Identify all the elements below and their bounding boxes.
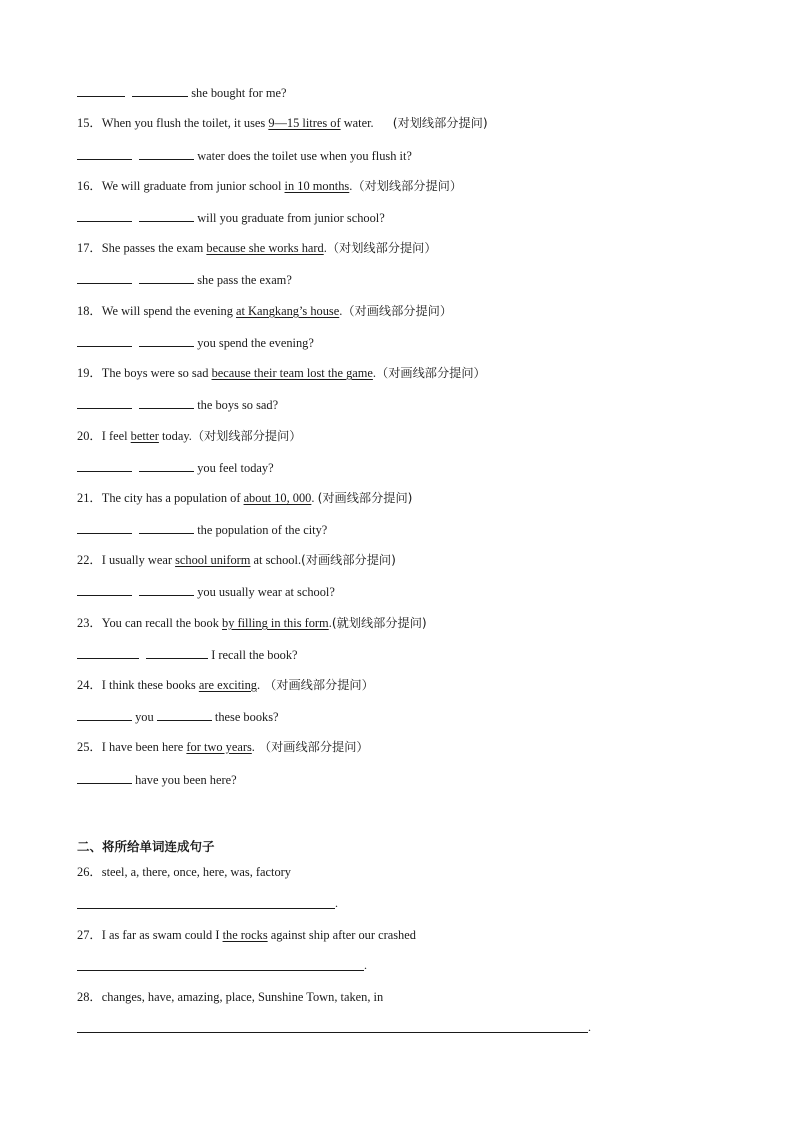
underlined-part: the rocks — [222, 928, 268, 942]
answer-blank[interactable] — [139, 271, 194, 284]
question-number: 22． — [77, 553, 102, 567]
answer-blank[interactable] — [77, 583, 132, 596]
instruction-note: (对画线部分提问) — [317, 491, 413, 505]
answer-line-21 — [77, 521, 327, 538]
underlined-part: because their team lost the game — [211, 366, 373, 380]
answer-blank[interactable] — [77, 334, 132, 347]
underlined-part: are exciting — [198, 678, 257, 692]
answer-suffix: you feel today? — [194, 461, 274, 475]
question-number: 23． — [77, 616, 102, 630]
answer-blank[interactable] — [77, 147, 132, 160]
answer-suffix: will you graduate from junior school? — [194, 211, 385, 225]
question-text-end: . — [328, 616, 332, 630]
answer-line-16 — [77, 209, 385, 226]
question-text-end: today. — [158, 429, 192, 443]
answer-middle: you — [132, 710, 157, 724]
answer-blank[interactable] — [146, 646, 208, 659]
question-number: 21． — [77, 491, 102, 505]
answer-blank[interactable] — [77, 708, 132, 721]
instruction-note: (对划线部分提问) — [392, 116, 488, 130]
question-text-end: . — [323, 241, 327, 255]
word-list: steel, a, there, once, here, was, factory — [101, 865, 291, 879]
answer-line-15 — [77, 147, 412, 164]
question-text: We will graduate from junior school — [101, 179, 285, 193]
answer-blank[interactable] — [139, 521, 194, 534]
question-text: I have been here — [101, 740, 187, 754]
underlined-part: by filling in this form — [222, 616, 329, 630]
underlined-part: because she works hard — [206, 241, 324, 255]
answer-line-24 — [77, 708, 279, 725]
question-number: 19． — [77, 366, 102, 380]
underlined-part: 9—15 litres of — [268, 116, 341, 130]
question-text-end: at school. — [250, 553, 302, 567]
answer-suffix: I recall the book? — [208, 648, 298, 662]
instruction-note: （对画线部分提问） — [264, 678, 374, 692]
question-27 — [77, 927, 416, 943]
question-text: I feel — [101, 429, 131, 443]
question-20 — [77, 428, 302, 444]
answer-line-25 — [77, 771, 237, 788]
answer-suffix: the boys so sad? — [194, 398, 279, 412]
answer-suffix: water does the toilet use when you flush it? — [194, 149, 412, 163]
question-28 — [77, 989, 383, 1005]
answer-blank[interactable] — [139, 209, 194, 222]
answer-line-28[interactable] — [77, 1032, 588, 1033]
question-text-end: . — [372, 366, 377, 380]
instruction-note: (就划线部分提问) — [331, 616, 427, 630]
question-22 — [77, 552, 396, 568]
answer-line-23 — [77, 646, 298, 663]
question-number: 24． — [77, 678, 102, 692]
question-24 — [77, 677, 374, 693]
answer-suffix: she pass the exam? — [194, 273, 292, 287]
answer-line-14 — [77, 84, 287, 101]
question-text-end: . — [256, 678, 261, 692]
answer-line-22 — [77, 583, 335, 600]
answer-end-period: . — [335, 896, 338, 910]
question-text-end: . — [311, 491, 315, 505]
answer-suffix: you spend the evening? — [194, 336, 314, 350]
answer-blank[interactable] — [77, 84, 125, 97]
answer-suffix: these books? — [211, 710, 279, 724]
question-26 — [77, 864, 291, 880]
answer-line-27[interactable] — [77, 970, 364, 971]
underlined-part: for two years — [186, 740, 252, 754]
question-number: 25． — [77, 740, 102, 754]
answer-blank[interactable] — [139, 583, 194, 596]
answer-blank[interactable] — [77, 771, 132, 784]
question-text: You can recall the book — [101, 616, 222, 630]
question-16 — [77, 178, 462, 194]
answer-suffix: you usually wear at school? — [194, 585, 335, 599]
underlined-part: about 10, 000 — [243, 491, 312, 505]
underlined-part: in 10 months — [284, 179, 350, 193]
answer-end-period: . — [588, 1020, 591, 1034]
question-21 — [77, 490, 412, 506]
answer-blank[interactable] — [139, 334, 194, 347]
underlined-part: better — [130, 429, 159, 443]
question-number: 17． — [77, 241, 102, 255]
answer-blank[interactable] — [77, 209, 132, 222]
question-text: The city has a population of — [101, 491, 244, 505]
word-list: I as far as swam could I — [101, 928, 223, 942]
question-23 — [77, 615, 427, 631]
instruction-note: （对画线部分提问） — [376, 366, 486, 380]
answer-blank[interactable] — [132, 84, 188, 97]
question-number: 16． — [77, 179, 102, 193]
question-text: The boys were so sad — [101, 366, 212, 380]
question-25 — [77, 739, 369, 755]
question-text: She passes the exam — [101, 241, 207, 255]
underlined-part: at Kangkang’s house — [236, 304, 340, 318]
instruction-note: (对画线部分提问) — [301, 553, 396, 567]
question-text: I usually wear — [101, 553, 176, 567]
word-list: changes, have, amazing, place, Sunshine Town, taken, in — [101, 990, 384, 1004]
question-text-end: water. — [340, 116, 374, 130]
answer-blank[interactable] — [77, 521, 132, 534]
question-number: 26． — [77, 865, 102, 879]
answer-blank[interactable] — [139, 147, 194, 160]
question-number: 18． — [77, 304, 102, 318]
question-text: I think these books — [101, 678, 199, 692]
question-number: 27． — [77, 928, 102, 942]
question-text: We will spend the evening — [101, 304, 237, 318]
answer-line-26[interactable] — [77, 908, 335, 909]
answer-blank[interactable] — [77, 396, 132, 409]
question-number: 28． — [77, 990, 102, 1004]
word-list-end: against ship after our crashed — [267, 928, 416, 942]
answer-line-17 — [77, 271, 292, 288]
answer-blank[interactable] — [139, 459, 194, 472]
question-17 — [77, 240, 437, 256]
answer-blank[interactable] — [77, 646, 139, 659]
instruction-note: （对划线部分提问） — [191, 429, 302, 443]
answer-end-period: . — [364, 958, 367, 972]
underlined-part: school uniform — [175, 553, 251, 567]
instruction-note: （对画线部分提问） — [342, 304, 453, 318]
question-15 — [77, 115, 488, 131]
question-text-end: . — [339, 304, 343, 318]
answer-suffix: she bought for me? — [188, 86, 287, 100]
instruction-note: （对画线部分提问） — [258, 740, 369, 754]
answer-blank[interactable] — [77, 271, 132, 284]
question-text: When you flush the toilet, it uses — [101, 116, 269, 130]
question-number: 15． — [77, 116, 102, 130]
answer-suffix: the population of the city? — [194, 523, 328, 537]
answer-blank[interactable] — [157, 708, 212, 721]
answer-blank[interactable] — [77, 459, 132, 472]
answer-line-19 — [77, 396, 278, 413]
instruction-note: （对划线部分提问） — [352, 179, 463, 193]
answer-line-20 — [77, 459, 274, 476]
question-number: 20． — [77, 429, 102, 443]
question-text-end: . — [349, 179, 353, 193]
question-text-end: . — [251, 740, 255, 754]
section-title: 二、将所给单词连成句子 — [77, 839, 215, 854]
question-18 — [77, 303, 452, 319]
question-19 — [77, 365, 486, 381]
answer-suffix: have you been here? — [132, 773, 237, 787]
answer-blank[interactable] — [139, 396, 194, 409]
answer-line-18 — [77, 334, 314, 351]
instruction-note: （对划线部分提问） — [326, 241, 437, 255]
